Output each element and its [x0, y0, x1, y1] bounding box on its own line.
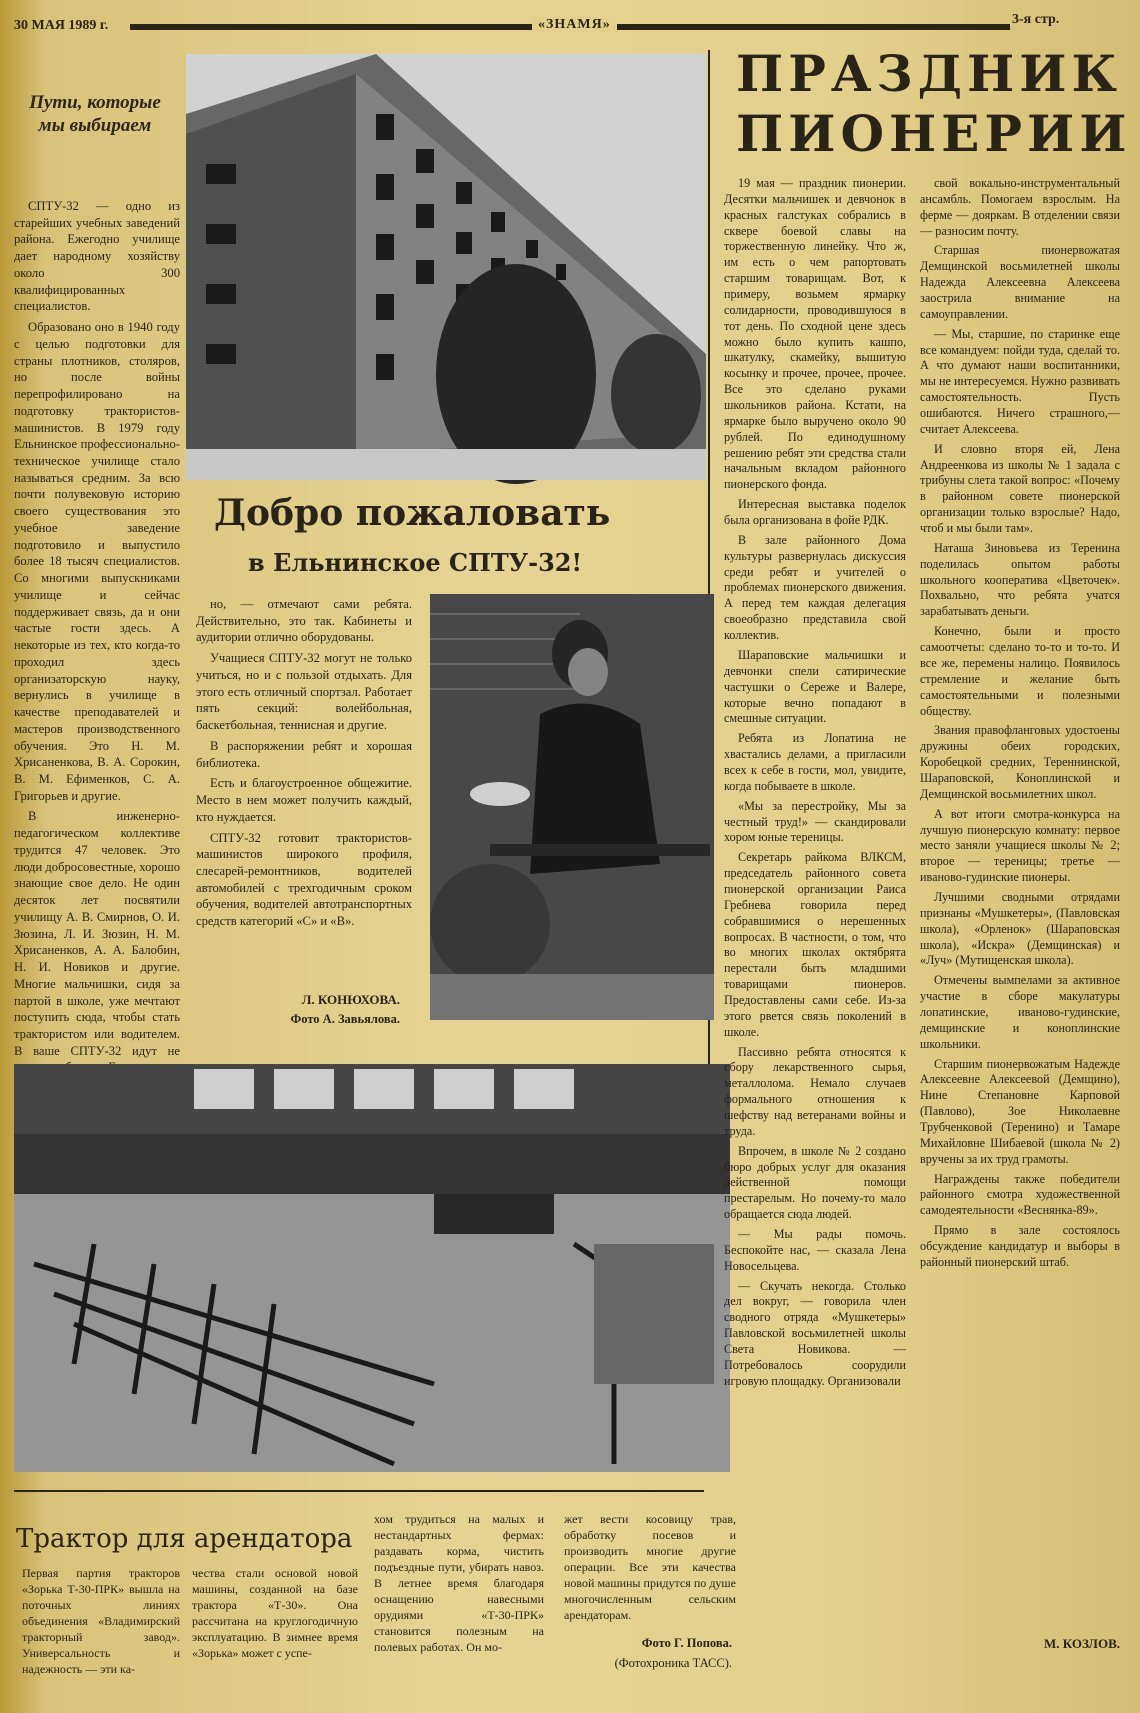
pioneer-paragraph: Ребята из Лопатина не хвастались делами, а пригласили всех к себе в гости, мол, увидите, когда побываете в школе.	[724, 731, 906, 793]
pioneer-paragraph: Секретарь райкома ВЛКСМ, председатель районного совета пионерской организации Раиса Гребнева говорила перед собравшимися о нерешенных вопросах. В частности, о том, что во многих школах октябрята перестали быть младшими товарищами пионеров. Предоставлены сами себе. Из-за этого рвется связь поколений в школе.	[724, 850, 906, 1039]
student-photo	[430, 594, 714, 1020]
tractor-headline: Трактор для арендатора	[16, 1524, 353, 1554]
pioneer-paragraph: «Мы за перестройку, Мы за честный труд!» — скандировали хором юные тереницы.	[724, 798, 906, 845]
welcome-subhead: в Ельнинское СПТУ-32!	[248, 548, 583, 577]
welcome-paragraph: Учащиеся СПТУ-32 могут не только учиться, но и с пользой отдыхать. Для этого есть отличный спортзал. Работает пять секций: волейбольная, баскетбольная, теннисная и другие.	[196, 651, 412, 733]
pioneer-paragraph: В зале районного Дома культуры развернулась дискуссия среди ребят и учителей о проблемах пионерского движения. А перед тем каждая делегация своеобразно представила свой коллектив.	[724, 532, 906, 643]
welcome-paragraph: СПТУ-32 готовит трактористов-машинистов широкого профиля, слесарей-ремонтников, водителей автомобилей с трехгодичным сроком обучения, водителей автотранспортных средств категорий «С» и «В».	[196, 830, 412, 929]
pioneer-paragraph: Интересная выставка поделок была организована в фойе РДК.	[724, 497, 906, 528]
left-article-paragraph: В инженерно-педагогическом коллективе трудится 47 человек. Это люди добросовестные, хорошо знающие свое дело. Не один десяток лет посвятили училищу А. В. Смирнов, О. И. Зюзина, Л. И. Зюзин, Н. М. Хрисаненков, А. А. Балобин, Н. И. Новиков и другие. Многие мальчишки, сидя за партой в школе, уже мечтают поступить сюда, чтобы стать трактористом или водителем. В ваше СПТУ-32 идут не	[14, 809, 180, 1058]
welcome-paragraph: но, — отмечают сами ребята. Действительно, это так. Кабинеты и аудитории отлично оборудованы.	[196, 597, 412, 645]
welcome-paragraph: Есть и благоустроенное общежитие. Место в нем может получить каждый, кто нуждается.	[196, 776, 412, 824]
pioneer-paragraph: — Мы, старшие, по старинке еще все командуем: пойди туда, сделай то. А что думают наши воспитанники, мы не интересуемся. Нужно развивать самостоятельность. Пусть ошибаются. Ничего страшного,— считает Алексеева.	[920, 326, 1120, 436]
masthead-page-number: 3-я стр.	[1012, 12, 1060, 27]
left-article-body	[14, 198, 180, 1058]
pioneer-paragraph: И словно вторя ей, Лена Андреенкова из школы № 1 задала с трибуны слета такой вопрос: «Почему в районном совете пионерской организации только взрослые? Надо, чтоб и мы были там».	[920, 441, 1120, 536]
pioneer-paragraph: Лучшими сводными отрядами признаны «Мушкетеры», (Павловская школа), «Орленок» (Шараповская школа), «Искра» (Демщинская) и «Луч» (Мутищенская школа).	[920, 889, 1120, 968]
tractor-col-3: хом трудиться на малых и нестандартных фермах: раздавать корма, чистить подъездные пути, убирать навоз. В летнее время благодаря оснащению навесными орудиями «Т-30-ПРК» становится полезным на полевых работах. Он мо-	[374, 1512, 544, 1654]
pioneer-paragraph: Прямо в зале состоялось обсуждение кандидатур и выборы в районный пионерский штаб.	[920, 1223, 1120, 1269]
pioneer-paragraph: 19 мая — праздник пионерии. Десятки мальчишек и девчонок в красных галстуках собрались в сквере боевой славы на торжественную линейку. Что ж, им есть о чем рапортовать старшим товарищам. Вот, к примеру, возьмем ярмарку солидарности, проводившуюся в тот день. По сходной цене здесь можно было купить кашпо, шкатулку, скамейку, вышитую косынку и прочее, прочее, прочее. Все это сделано руками школьников района. Кстати, на ярмарке было выручено около 90 рублей. По единодушному решению ребят эти средства стали начальным вкладом районного пионерского фонда.	[724, 176, 906, 492]
left-article-kicker: Пути, которые мы выбираем	[29, 92, 161, 136]
pioneer-paragraph: Пассивно ребята относятся к сбору лекарственного сырья, металлолома. Немало случаев формального отношения к шефству над ветеранами войны и труда.	[724, 1044, 906, 1138]
pioneer-paragraph: А вот итоги смотра-конкурса на лучшую пионерскую комнату: первое место заняли учащиеся школы № 2; второе — тереницы; третье — иваново-гудинские пионеры.	[920, 806, 1120, 885]
welcome-headline: Добро пожаловать	[214, 492, 611, 534]
welcome-photo-credit: Фото А. Завьялова.	[290, 1012, 400, 1026]
masthead-name: «ЗНАМЯ»	[532, 17, 617, 33]
tractor-col-2: чества стали основой новой машины, созданной на базе трактора «Т-30». Она рассчитана на круглогодичную эксплуатацию. В зимнее время «Зорька» может с успе-	[192, 1566, 358, 1660]
left-article-paragraph: Образовано оно в 1940 году с целью подготовки для страны плотников, столяров, но после войны перепрофилировано на подготовку трактористов-машинистов. В 1979 году Ельнинское профессионально-техническое училище стало называться средним. За всю почти полувековую историю своего существования это учебное заведение подготовило и выпустило более 18 тысяч специалистов. Со многими выпускниками училище и сейчас поддерживает связь, да и они частые гости здесь. А некоторые из тех, кто когда-то проходил здесь организаторскую науку, вернулись в училище в качестве преподавателей и мастеров производственного обучения. Это Н. М. Хрисаненкова, В. А. Сорокин, В. М. Ефименков, С. А. Григорьев и другие.	[14, 320, 180, 803]
tractor-photo-credit: Фото Г. Попова.	[641, 1636, 732, 1650]
pioneer-column-2	[920, 176, 1120, 1624]
pioneer-paragraph: Старшим пионервожатым Надежде Алексеевне Алексеевой (Демщино), Нине Степановне Карповой (Павлово), Зое Николаевне Трубченковой (Теренино) и Тамаре Михайловне Шибаевой (школа № 2) вручены за их труд грамоты.	[920, 1056, 1120, 1166]
pioneer-paragraph: — Мы рады помочь. Беспокойте нас, — сказала Лена Новосельцева.	[724, 1227, 906, 1273]
pioneer-column-1	[724, 176, 906, 1696]
tractor-col-4: жет вести косовицу трав, обработку посевов и производить многие другие операции. Все эти качества новой машины придутся по душе многочисленным сельским арендаторам.	[564, 1512, 736, 1622]
workshop-illustration	[14, 1064, 730, 1472]
pioneer-paragraph: Звания правофланговых удостоены дружины обеих городских, Коробецкой средних, Тереннинской, Шараповской, Коноплинской и Демщинской восьмилетних школ.	[920, 723, 1120, 801]
pioneer-author: М. КОЗЛОВ.	[1044, 1636, 1120, 1651]
tractor-col-1: Первая партия тракторов «Зорька Т-30-ПРК» вышла на поточных линиях объединения «Владимирский тракторный завод». Универсальность и надежность — эти ка-	[22, 1566, 180, 1676]
pioneer-headline-line2: ПИОНЕРИИ	[736, 104, 1132, 163]
pioneer-paragraph: — Скучать некогда. Столько дел вокруг, — говорила член сводного отряда «Мушкетеры» Павловской восьмилетней школы Света Новикова. — Потребовалось соорудили игровую площадку. Организовали	[724, 1278, 906, 1388]
pioneer-paragraph: Шараповские мальчишки и девчонки спели сатирические частушки о Сереже и Валере, которые вечно попадают в смешные ситуации.	[724, 647, 906, 726]
student-illustration	[430, 594, 714, 1020]
pioneer-headline-line1: ПРАЗДНИК	[736, 44, 1123, 103]
pioneer-paragraph: Награждены также победители районного смотра художественной самодеятельности «Веснянка-89».	[920, 1171, 1120, 1218]
pioneer-paragraph: свой вокально-инструментальный ансамбль. Помогаем взрослым. На ферме — дояркам. В отделении связи — разносим почту.	[920, 176, 1120, 238]
pioneer-paragraph: Впрочем, в школе № 2 создано бюро добрых услуг для оказания действенной помощи престарелым. Но почему-то мало обращается сюда людей.	[724, 1143, 906, 1222]
pioneer-paragraph: Конечно, были и просто самоотчеты: сделано то-то и то-то. И все же, перемены налицо. Появилось стремление и желание быть самостоятельными и полезными обществу.	[920, 624, 1120, 718]
masthead-date: 30 МАЯ 1989 г.	[14, 18, 109, 33]
pioneer-paragraph: Отмечены вымпелами за активное участие в сборе макулатуры лопатинские, иваново-гудинские, демщинские и коноплинские школьники.	[920, 973, 1120, 1051]
pioneer-paragraph: Наташа Зиновьева из Теренина поделилась опытом работы школьного кооператива «Цветочек». Похвально, что ребята учатся зарабатывать деньги.	[920, 540, 1120, 619]
welcome-body	[196, 596, 412, 986]
building-photo	[186, 54, 706, 480]
tractor-photo-agency: (Фотохроника ТАСС).	[614, 1656, 732, 1670]
left-article-paragraph: СПТУ-32 — одно из старейших учебных заведений района. Ежегодно училище дает народному хозяйству около 300 квалифицированных специалистов.	[14, 199, 180, 314]
workshop-photo	[14, 1064, 730, 1472]
pioneer-paragraph: Старшая пионервожатая Демщинской восьмилетней школы Надежда Алексеевна Алексеева заострила внимание на самоуправлении.	[920, 243, 1120, 321]
section-divider	[14, 1490, 704, 1492]
welcome-paragraph: В распоряжении ребят и хорошая библиотека.	[196, 738, 412, 770]
welcome-author: Л. КОНЮХОВА.	[301, 992, 400, 1007]
building-illustration	[186, 54, 706, 480]
